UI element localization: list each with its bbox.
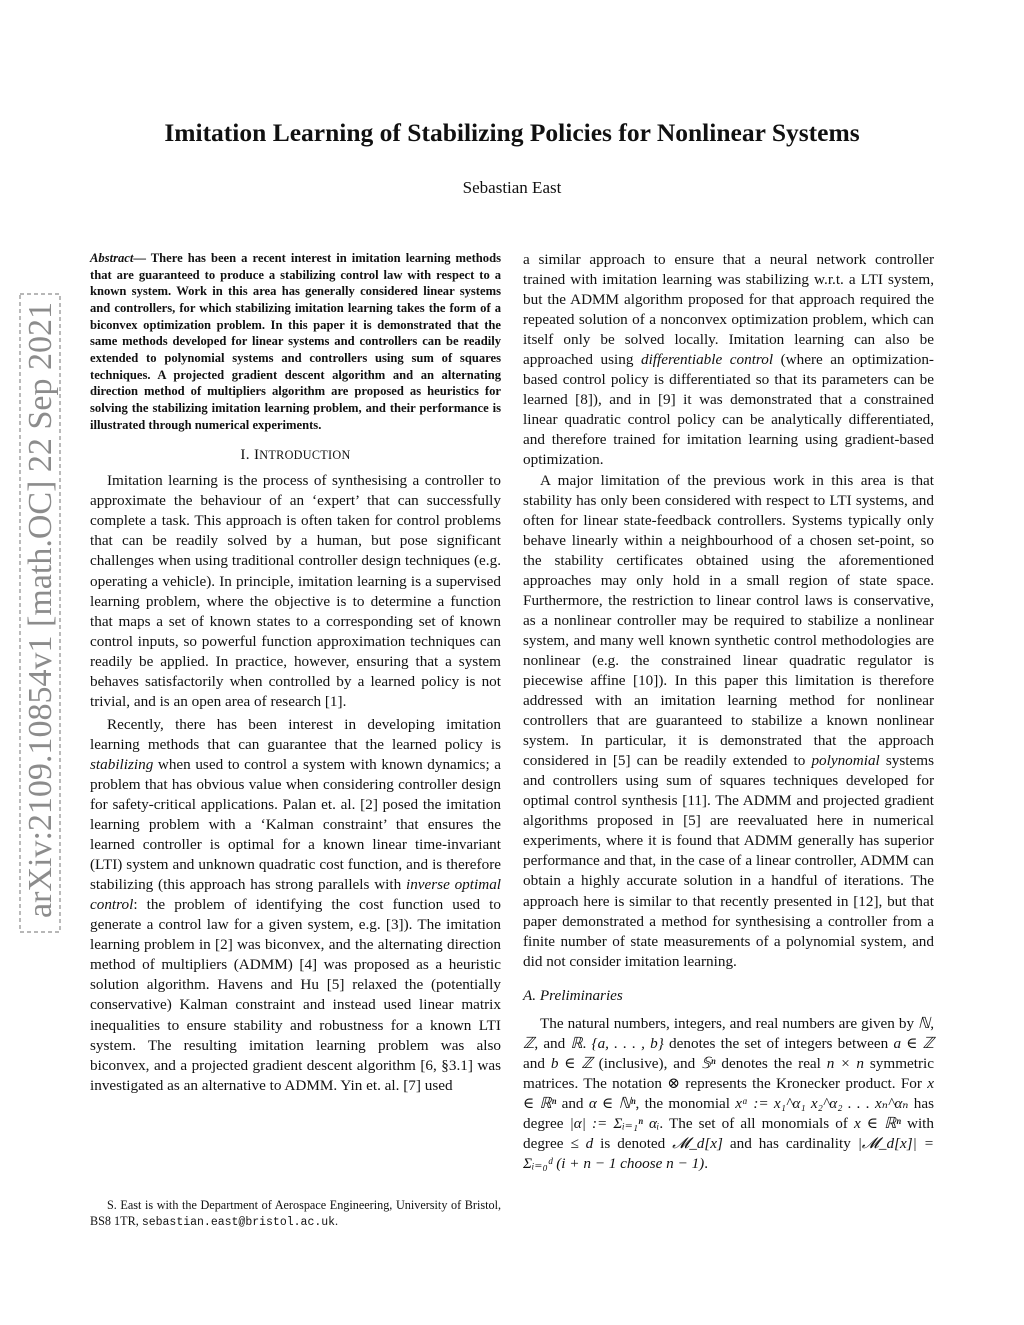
abstract-label: Abstract [90,251,134,265]
intro-paragraph-1: Imitation learning is the process of synthesising a controller to approximate the behaviour of an ‘expert’ that can successfully complete a task. This approach is often taken for control problems that can be readily solved by a human, but pose significant challenges when using traditional controller design techniques (e.g. operating a vehicle). In principle, imitation learning is a supervised learning problem, where the objective is to determine a function that maps a set of known states to a corresponding set of known control inputs, so powerful function approximation techniques can readily be applied. In practice, however, ensuring that a system behaves satisfactorily when controlled by a learned policy is not trivial, and is an open area of research [1]. [90,472,501,710]
arxiv-stamp-text: arXiv:2109.10854v1 [math.OC] 22 Sep 2021 [22,302,59,918]
abstract [90,250,501,433]
subsection-heading-preliminaries: A. Preliminaries [523,986,623,1004]
arxiv-stamp [14,292,64,934]
intro-paragraph-2-continued: a similar approach to ensure that a neural network controller trained with imitation learning was stabilizing w.r.t. a LTI system, but the ADMM algorithm proposed for that approach required the repeated solution of a nonconvex optimization problem, which can itself only be solved locally. Imitation learning can also be approached using differentiable control (where an optimization-based control policy is differentiated so that its parameters can be learned [8]), and in [9] it was demonstrated that a constrained linear quadratic control policy can be analytically differentiated, and therefore trained for imitation learning using gradient-based optimization. [523,251,934,469]
author-name: Sebastian East [462,178,562,197]
abstract-text: — There has been a recent interest in imitation learning methods that are guaranteed to produce a stabilizing control law with respect to a known system. Work in this area has generally considered linear systems and controllers, for which stabilizing imitation learning takes the form of a biconvex optimization problem. In this paper it is demonstrated that the same methods developed for linear systems and controllers can be readily extended to polynomial systems and controllers using sum of squares techniques. A projected gradient descent algorithm and an alternating direction method of multipliers algorithm are proposed as heuristics for solving the stabilizing imitation learning problem, and their performance is illustrated through numerical experiments. [90,251,501,432]
left-column [90,250,501,1096]
right-column [523,250,934,1174]
author-email[interactable]: sebastian.east@bristol.ac.uk [141,1216,336,1229]
preliminaries-paragraph: The natural numbers, integers, and real numbers are given by ℕ, ℤ, and ℝ. {a, . . . , b} denotes the set of integers between a ∈ ℤ and b ∈ ℤ (inclusive), and 𝕊ⁿ denotes the real n × n symmetric matrices. The notation ⊗ represents the Kronecker product. For x ∈ ℝⁿ and α ∈ ℕⁿ, the monomial xᵅ := x₁^α₁ x₂^α₂ . . . xₙ^αₙ has degree |α| := Σᵢ₌₁ⁿ αᵢ. The set of all monomials of x ∈ ℝⁿ with degree ≤ d is denoted 𝓜_d[x] and has cardinality |𝓜_d[x]| = Σᵢ₌₀ᵈ (i + n − 1 choose n − 1). [523,1014,935,1173]
section-heading-introduction: I. INTRODUCTION [240,446,351,464]
intro-paragraph-2: Recently, there has been interest in developing imitation learning methods that can guarantee that the learned policy is stabilizing when used to control a system with known dynamics; a problem that has obvious value when considering controller design for safety-critical applications. Palan et. al. [2] posed the imitation learning problem with a ‘Kalman constraint’ that ensures the learned controller is optimal for a known linear time-invariant (LTI) system and unknown quadratic cost function, and is therefore stabilizing (this approach has strong parallels with inverse optimal control: the problem of identifying the cost function used to generate a control law for a given system, e.g. [3]). The imitation learning problem in [2] was biconvex, and the alternating direction method of multipliers (ADMM) [4] was proposed as a heuristic solution algorithm. Havens and Hu [5] relaxed the (potentially conservative) Kalman constraint and instead used linear matrix inequalities to ensure stability and robustness for a known LTI system. The resulting imitation learning problem was also biconvex, and a projected gradient descent algorithm [6, §3.1] was investigated as an alternative to ADMM. Yin et. al. [7] used [90,715,502,1094]
intro-paragraph-3: A major limitation of the previous work in this area is that stability has only been considered with respect to LTI systems, and often for linear state-feedback controllers. Systems typically only behave linearly within a neighbourhood of a chosen set-point, so the stability certificates obtained using the aforementioned approaches may only hold in a small region of state space. Furthermore, the restriction to linear control laws is conservative, as a nonlinear controller may be required to stabilize a nonlinear system, and many well known synthetic control methodologies are nonlinear (e.g. the constrained linear quadratic regulator is piecewise affine [10]). In this paper this limitation is therefore addressed with an imitation learning method for nonlinear controllers that are guaranteed to stabilize a known nonlinear system. In particular, it is demonstrated that the approach considered in [5] can be readily extended to polynomial systems and controllers using sum of squares techniques developed for optimal control synthesis [11]. The ADMM and projected gradient algorithms proposed in [5] are reevaluated here in numerical experiments, where it is found that ADMM generally has superior performance and that, in the case of a linear controller, ADMM can obtain a highly accurate solution in a handful of iterations. The approach here is similar to that recently presented in [12], but that paper demonstrated a method for synthesising a controller from a finite number of state measurements of a polynomial system, and did not consider imitation learning. [523,471,934,970]
paper-title: Imitation Learning of Stabilizing Policies for Nonlinear Systems [164,118,860,147]
author-affiliation-footnote: S. East is with the Department of Aerospace Engineering, University of Bristol, BS8 1TR, sebastian.east@bristol.ac.uk. [90,1198,501,1229]
